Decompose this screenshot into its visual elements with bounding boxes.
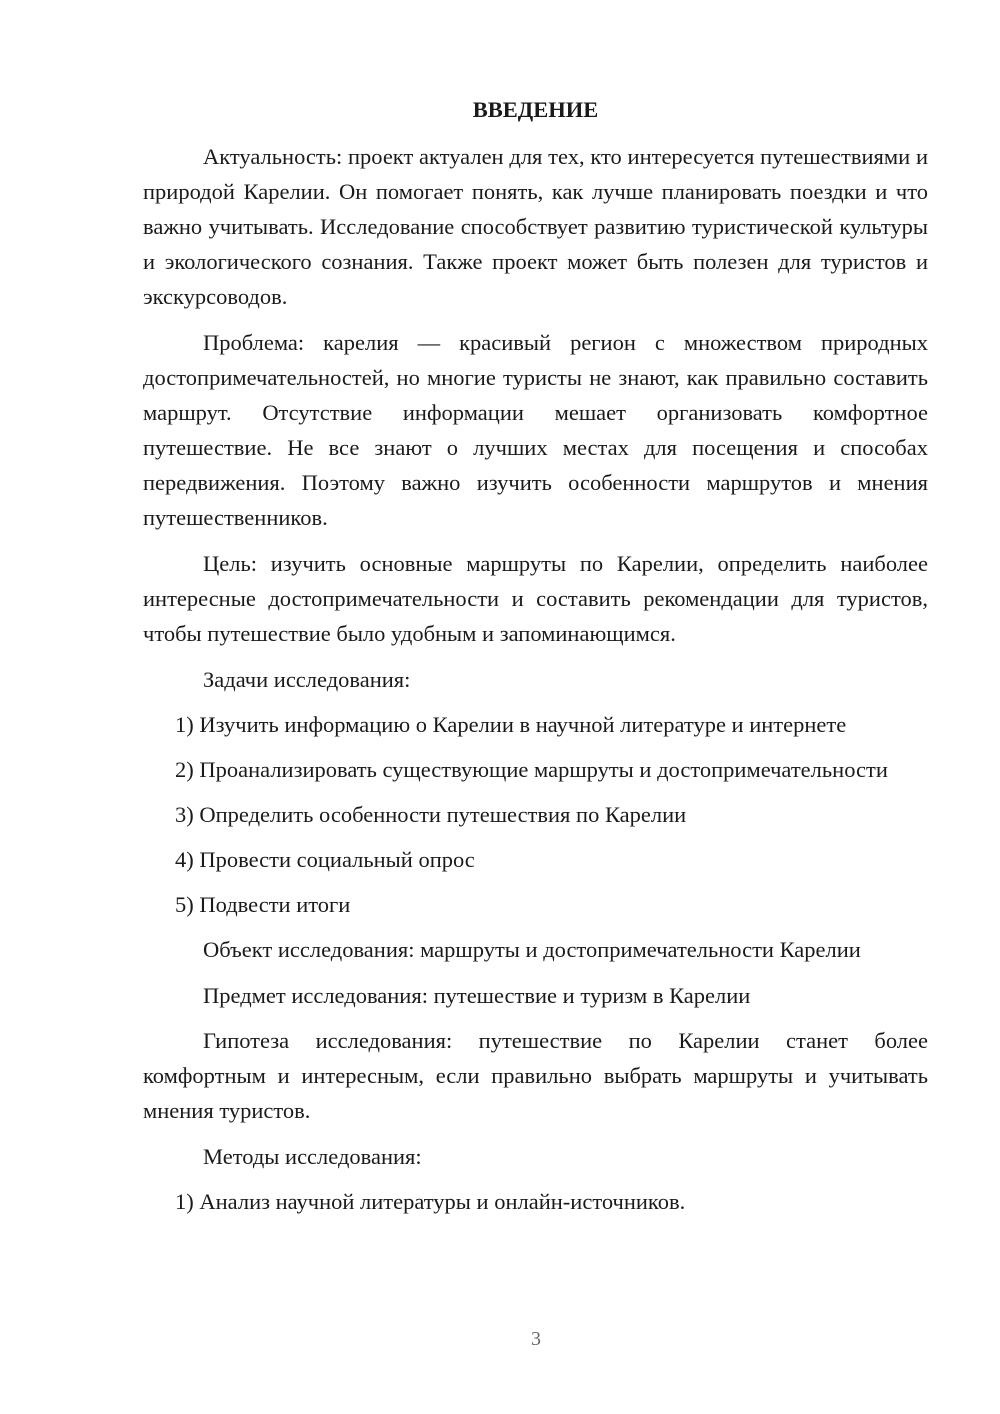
goal-paragraph: Цель: изучить основные маршруты по Карелии, определить наиболее интересные достопримечательности и составить рекомендации для туристов, чтобы путешествие было удобным и запоминающимся. (143, 551, 928, 646)
hypothesis-paragraph: Гипотеза исследования: путешествие по Карелии станет более комфортным и интересным, если правильно выбрать маршруты и учитывать мнения туристов. (143, 1028, 928, 1123)
method-item: 1) Анализ научной литературы и онлайн-источников. (175, 1189, 686, 1214)
tasks-heading: Задачи исследования: (203, 667, 411, 692)
methods-heading: Методы исследования: (203, 1144, 422, 1169)
section-title: ВВЕДЕНИЕ (472, 97, 599, 122)
document-page (143, 92, 928, 1229)
task-item: 1) Изучить информацию о Карелии в научной литературе и интернете (175, 712, 847, 737)
task-item: 2) Проанализировать существующие маршруты и достопримечательности (175, 757, 888, 782)
task-item: 3) Определить особенности путешествия по Карелии (175, 802, 687, 827)
subject-paragraph: Предмет исследования: путешествие и туризм в Карелии (203, 983, 751, 1008)
problem-paragraph: Проблема: карелия — красивый регион с множеством природных достопримечательностей, но многие туристы не знают, как правильно составить маршрут. Отсутствие информации мешает организовать комфортное путешествие. Не все знают о лучших местах для посещения и способах передвижения. Поэтому важно изучить особенности маршрутов и мнения путешественников. (143, 330, 928, 530)
task-item: 5) Подвести итоги (175, 892, 351, 917)
object-paragraph: Объект исследования: маршруты и достопримечательности Карелии (203, 937, 861, 962)
relevance-paragraph: Актуальность: проект актуален для тех, кто интересуется путешествиями и природой Карелии. Он помогает понять, как лучше планировать поездки и что важно учитывать. Исследование способствует развитию туристической культуры и экологического сознания. Также проект может быть полезен для туристов и экскурсоводов. (143, 144, 928, 309)
page-number: 3 (531, 1328, 541, 1350)
task-item: 4) Провести социальный опрос (175, 847, 475, 872)
